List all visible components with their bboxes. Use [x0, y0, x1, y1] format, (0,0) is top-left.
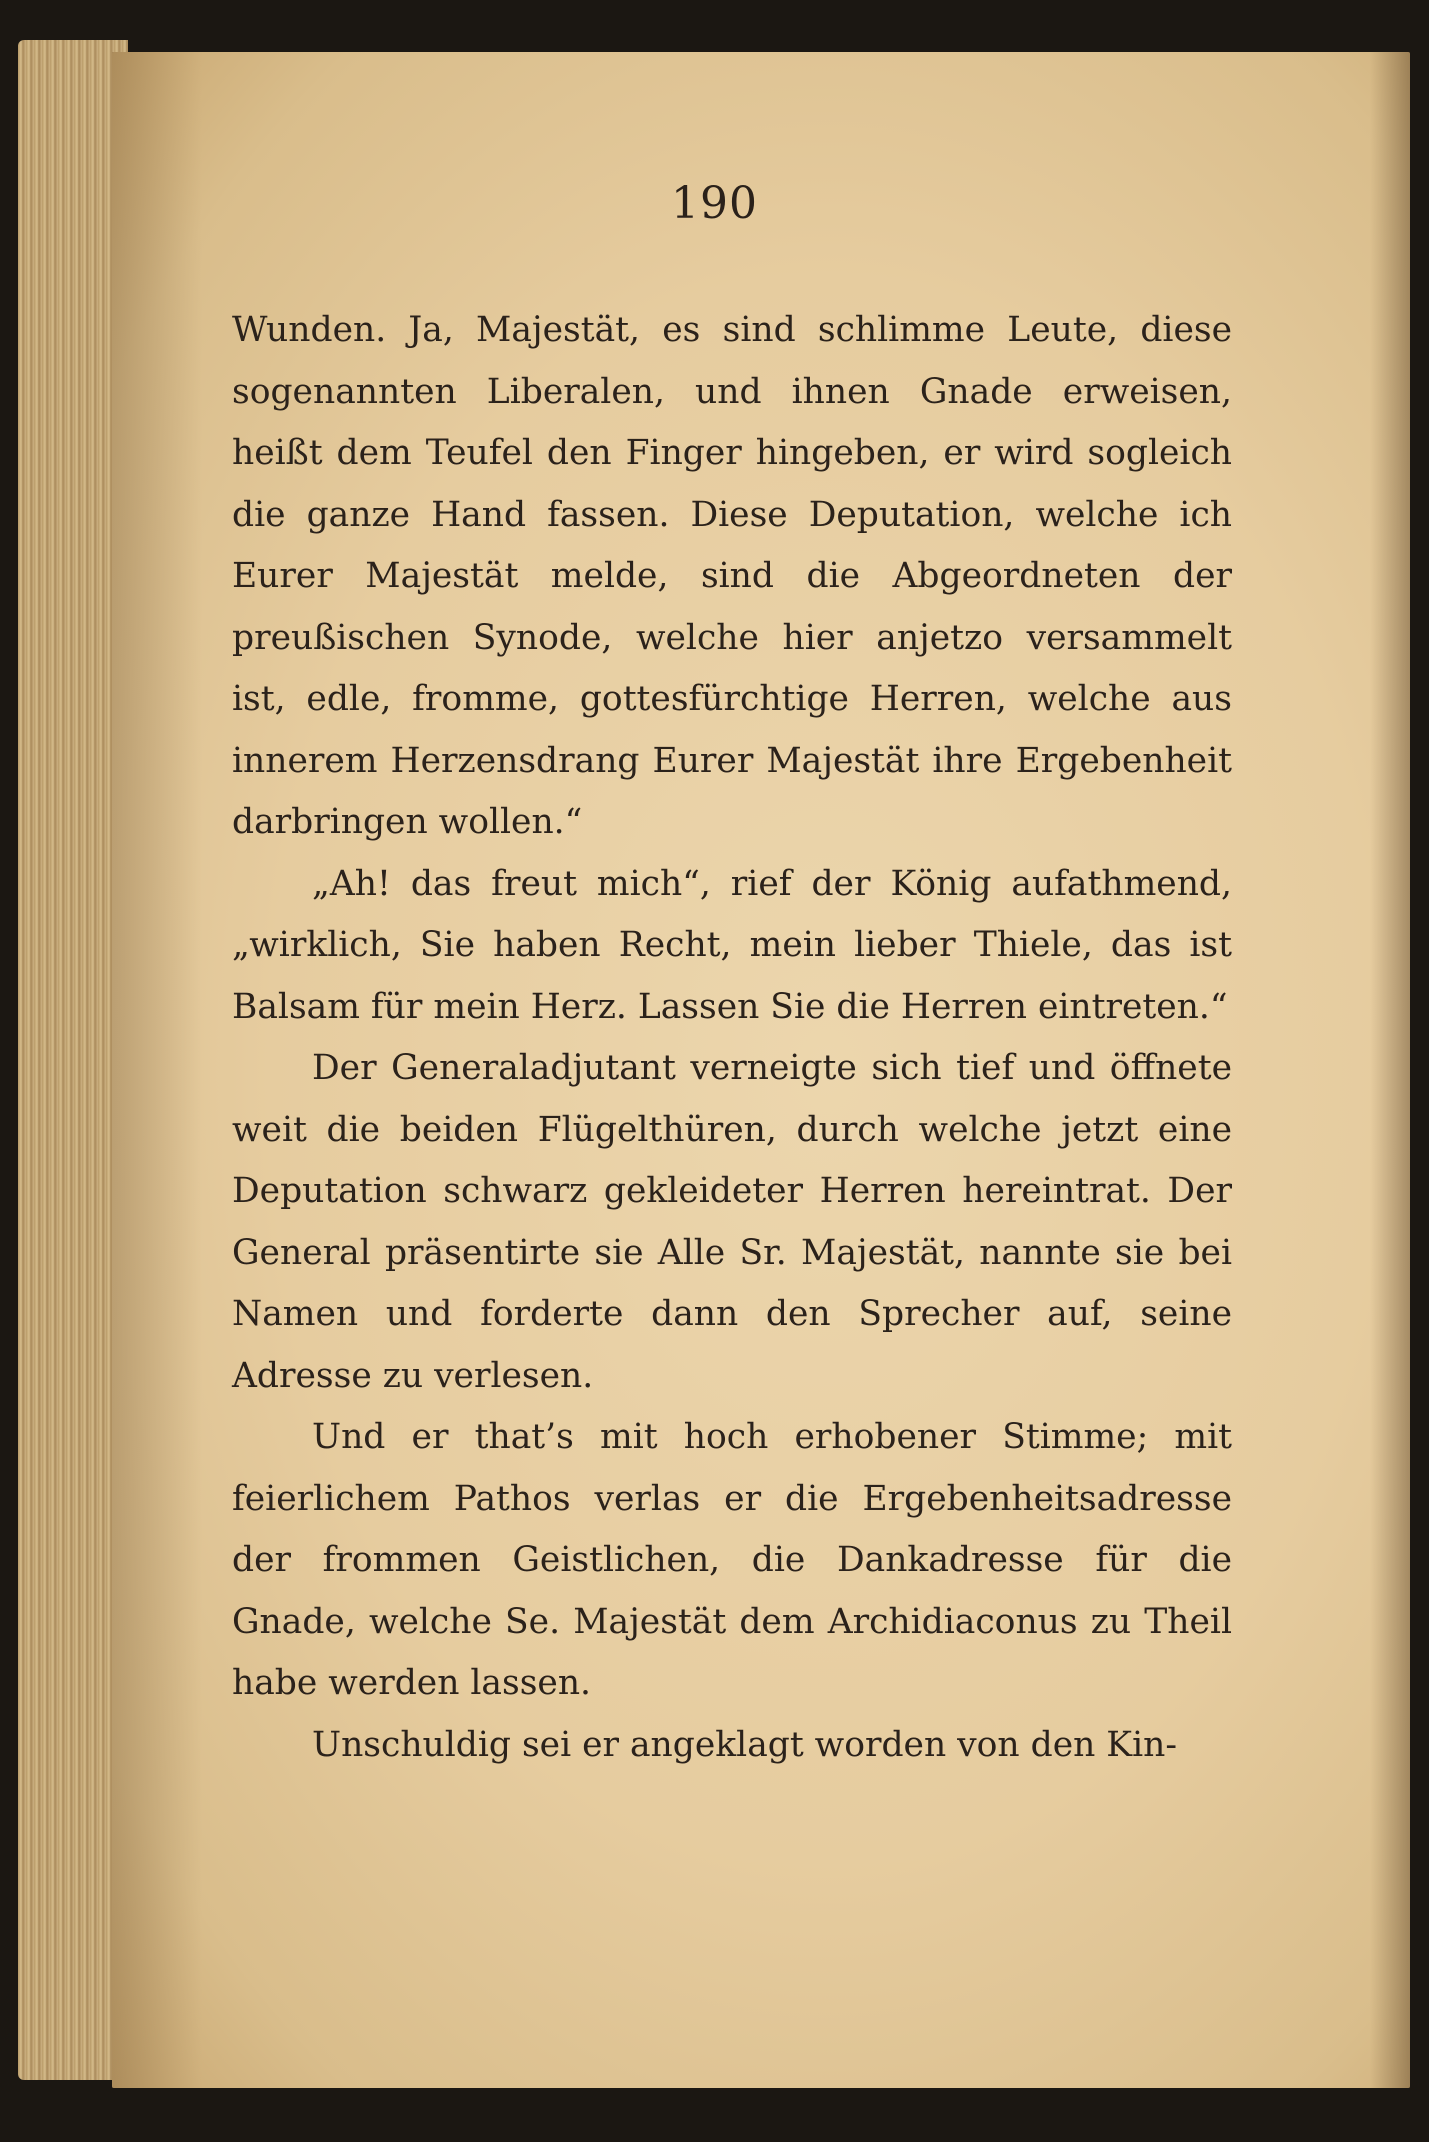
paragraph: Unschuldig sei er angeklagt worden von den Kin- — [312, 1724, 1177, 1765]
paragraph: Der Generaladjutant verneigte sich tief und öffnete weit die beiden Flügelthüren, durch welche jetzt eine Deputation schwarz gekleideter Herren hereintrat. Der General präsentirte sie Alle Sr. Majestät, nannte sie bei Namen und forderte dann den Sprecher auf, seine Adresse zu verlesen. — [232, 1048, 1232, 1396]
gutter-shadow — [112, 52, 202, 2088]
paragraph: „Ah! das freut mich“, rief der König aufathmend, „wirklich, Sie haben Recht, mein lieber Thiele, das ist Balsam für mein Herz. Lassen Sie die Herren eintreten.“ — [232, 863, 1232, 1027]
paragraph: Wunden. Ja, Majestät, es sind schlimme Leute, diese sogenannten Liberalen, und ihnen Gnade erweisen, heißt dem Teufel den Finger hingeben, er wird sogleich die ganze Hand fassen. Diese Deputation, welche ich Eurer Majestät melde, sind die Abgeordneten der preußischen Synode, welche hier anjetzo versammelt ist, edle, fromme, gottesfürchtige Herren, welche aus innerem Herzensdrang Eurer Majestät ihre Ergebenheit darbringen wollen.“ — [232, 310, 1232, 842]
paragraph: Und er that’s mit hoch erhobener Stimme; mit feierlichem Pathos verlas er die Ergebenheitsadresse der frommen Geistlichen, die Dankadresse für die Gnade, welche Se. Majestät dem Archidiaconus zu Theil habe werden lassen. — [232, 1417, 1232, 1703]
body-text — [232, 300, 1232, 1776]
page-edge-shadow — [1370, 52, 1410, 2088]
page-number: 190 — [671, 178, 758, 229]
